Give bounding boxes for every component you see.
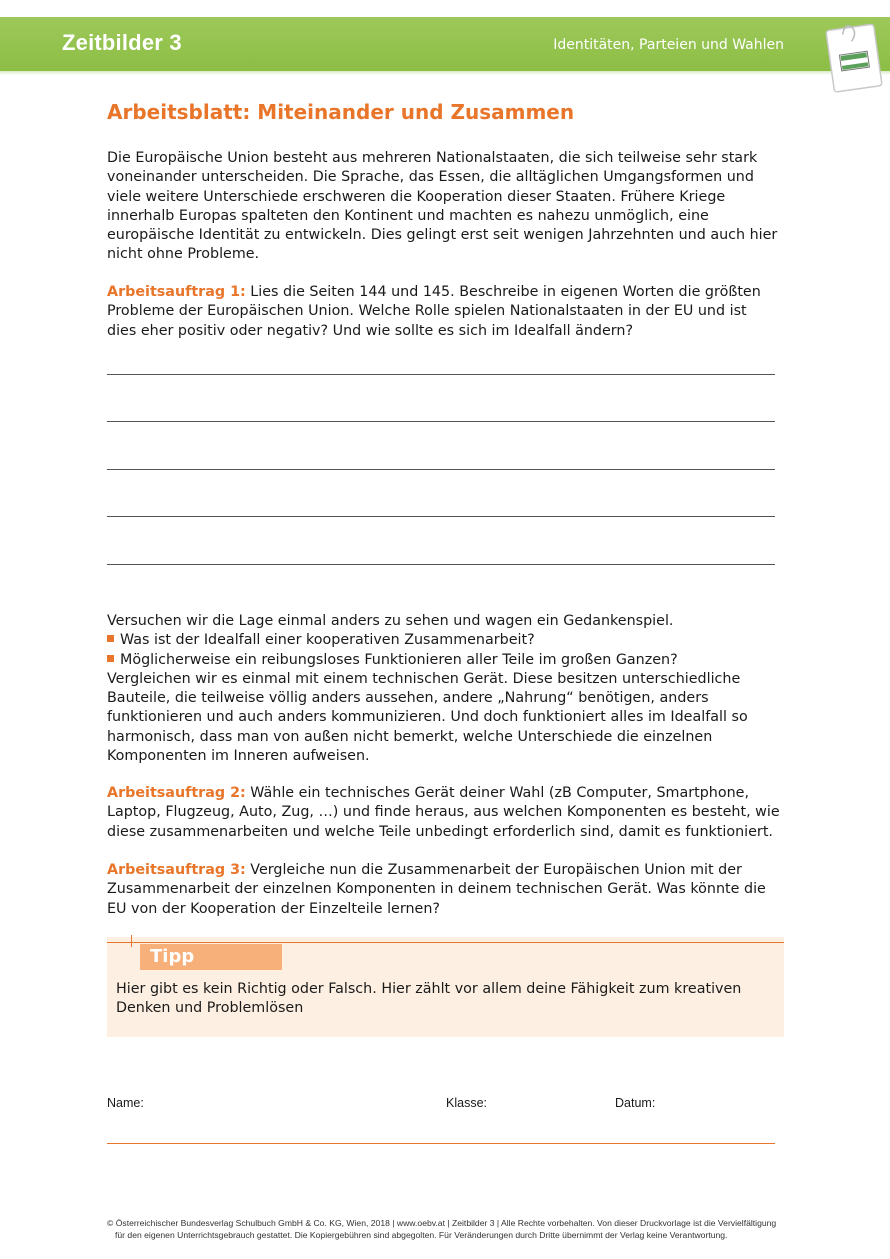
task3-line: Zusammenarbeit der einzelnen Komponenten in deinem technischen Gerät. Was könnte die [107, 881, 766, 898]
name-label: Name: [107, 1096, 144, 1110]
task2-line: Laptop, Flugzeug, Auto, Zug, …) und finde heraus, aus welchen Komponenten es besteht, wie [107, 804, 780, 821]
answer-line-2[interactable] [107, 421, 775, 422]
tipp-divider [107, 942, 784, 943]
section2-line: Komponenten im Inneren aufweisen. [107, 748, 370, 765]
bullet-square-icon [107, 635, 114, 642]
intro-paragraph [107, 149, 797, 265]
task2-label: Arbeitsauftrag 2: [107, 785, 246, 801]
worksheet-document-icon [820, 13, 890, 99]
task3-paragraph [107, 861, 797, 919]
topic-title: Identitäten, Parteien und Wahlen [553, 37, 784, 53]
task2-line: diese zusammenarbeiten und welche Teile unbedingt erforderlich sind, damit es funktioniert. [107, 823, 773, 840]
section2-line: harmonisch, dass man von außen nicht bemerkt, welche Unterschiede die einzelnen [107, 728, 713, 745]
klasse-label: Klasse: [446, 1096, 487, 1110]
task1-line: dies eher positiv oder negativ? Und wie sollte es sich im Idealfall ändern? [107, 322, 634, 339]
task1-label: Arbeitsauftrag 1: [107, 284, 246, 300]
tipp-line: Hier gibt es kein Richtig oder Falsch. Hier zählt vor allem deine Fähigkeit zum kreativen [116, 981, 742, 997]
answer-line-1[interactable] [107, 374, 775, 375]
thought-experiment-paragraph [107, 612, 797, 766]
task1-line: Probleme der Europäischen Union. Welche Rolle spielen Nationalstaaten in der EU und ist [107, 303, 747, 320]
intro-line: Die Europäische Union besteht aus mehreren Nationalstaaten, die sich teilweise sehr stark [107, 150, 758, 166]
task1-paragraph [107, 283, 797, 341]
task3-label: Arbeitsauftrag 3: [107, 862, 246, 878]
footer-line: für den eigenen Unterrichtsgebrauch gestattet. Die Kopiergebühren sind abgegolten. Für Veränderungen durch Dritte übernimmt der Verlag keine Verantwortung. [115, 1230, 728, 1240]
copyright-footer [107, 1217, 797, 1241]
task2-paragraph [107, 784, 797, 842]
task1-line: Lies die Seiten 144 und 145. Beschreibe in eigenen Worten die größten [245, 284, 761, 300]
footer-line: © Österreichischer Bundesverlag Schulbuch GmbH & Co. KG, Wien, 2018 | www.oebv.at | Zeitbilder 3 | Alle Rechte vorbehalten. Von dieser Druckvorlage ist die Vervielfältigung [107, 1218, 777, 1228]
bullet-item: Möglicherweise ein reibungsloses Funktionieren aller Teile im großen Ganzen? [107, 651, 797, 670]
intro-line: viele weitere Unterschiede erschweren die Kooperation dieser Staaten. Frühere Kriege [107, 188, 726, 205]
form-entry-line[interactable] [107, 1143, 775, 1144]
section2-intro: Versuchen wir die Lage einmal anders zu sehen und wagen ein Gedankenspiel. [107, 613, 674, 629]
intro-line: europäische Identität zu entwickeln. Dies gelingt erst seit wenigen Jahrzehnten und auch hier [107, 227, 778, 244]
datum-label: Datum: [615, 1096, 656, 1110]
section2-line: funktionieren und auch anders kommunizieren. Und doch funktioniert alles im Idealfall so [107, 709, 748, 726]
answer-line-4[interactable] [107, 516, 775, 517]
worksheet-title: Arbeitsblatt: Miteinander und Zusammen [107, 100, 575, 124]
answer-line-3[interactable] [107, 469, 775, 470]
intro-line: innerhalb Europas spalteten den Kontinent und machten es nahezu unmöglich, eine [107, 207, 709, 224]
bullet-item: Was ist der Idealfall einer kooperativen Zusammenarbeit? [107, 631, 797, 650]
bullet-square-icon [107, 655, 114, 662]
intro-line: voneinander unterscheiden. Die Sprache, das Essen, die alltäglichen Umgangsformen und [107, 169, 754, 186]
task3-line: Vergleiche nun die Zusammenarbeit der Europäischen Union mit der [245, 862, 742, 878]
tipp-text [116, 980, 776, 1019]
task3-line: EU von der Kooperation der Einzelteile lernen? [107, 900, 440, 917]
tipp-line: Denken und Problemlösen [116, 1000, 304, 1017]
intro-line: nicht ohne Probleme. [107, 246, 260, 263]
tipp-divider-tick [131, 935, 132, 947]
section2-line: Bauteile, die teilweise völlig anders aussehen, andere „Nahrung“ benötigen, anders [107, 690, 709, 707]
brand-title: Zeitbilder 3 [62, 30, 182, 55]
answer-line-5[interactable] [107, 564, 775, 565]
task2-line: Wähle ein technisches Gerät deiner Wahl (zB Computer, Smartphone, [245, 785, 750, 801]
tipp-label: Tipp [140, 944, 282, 970]
section2-line: Vergleichen wir es einmal mit einem technischen Gerät. Diese besitzen unterschiedliche [107, 670, 741, 687]
